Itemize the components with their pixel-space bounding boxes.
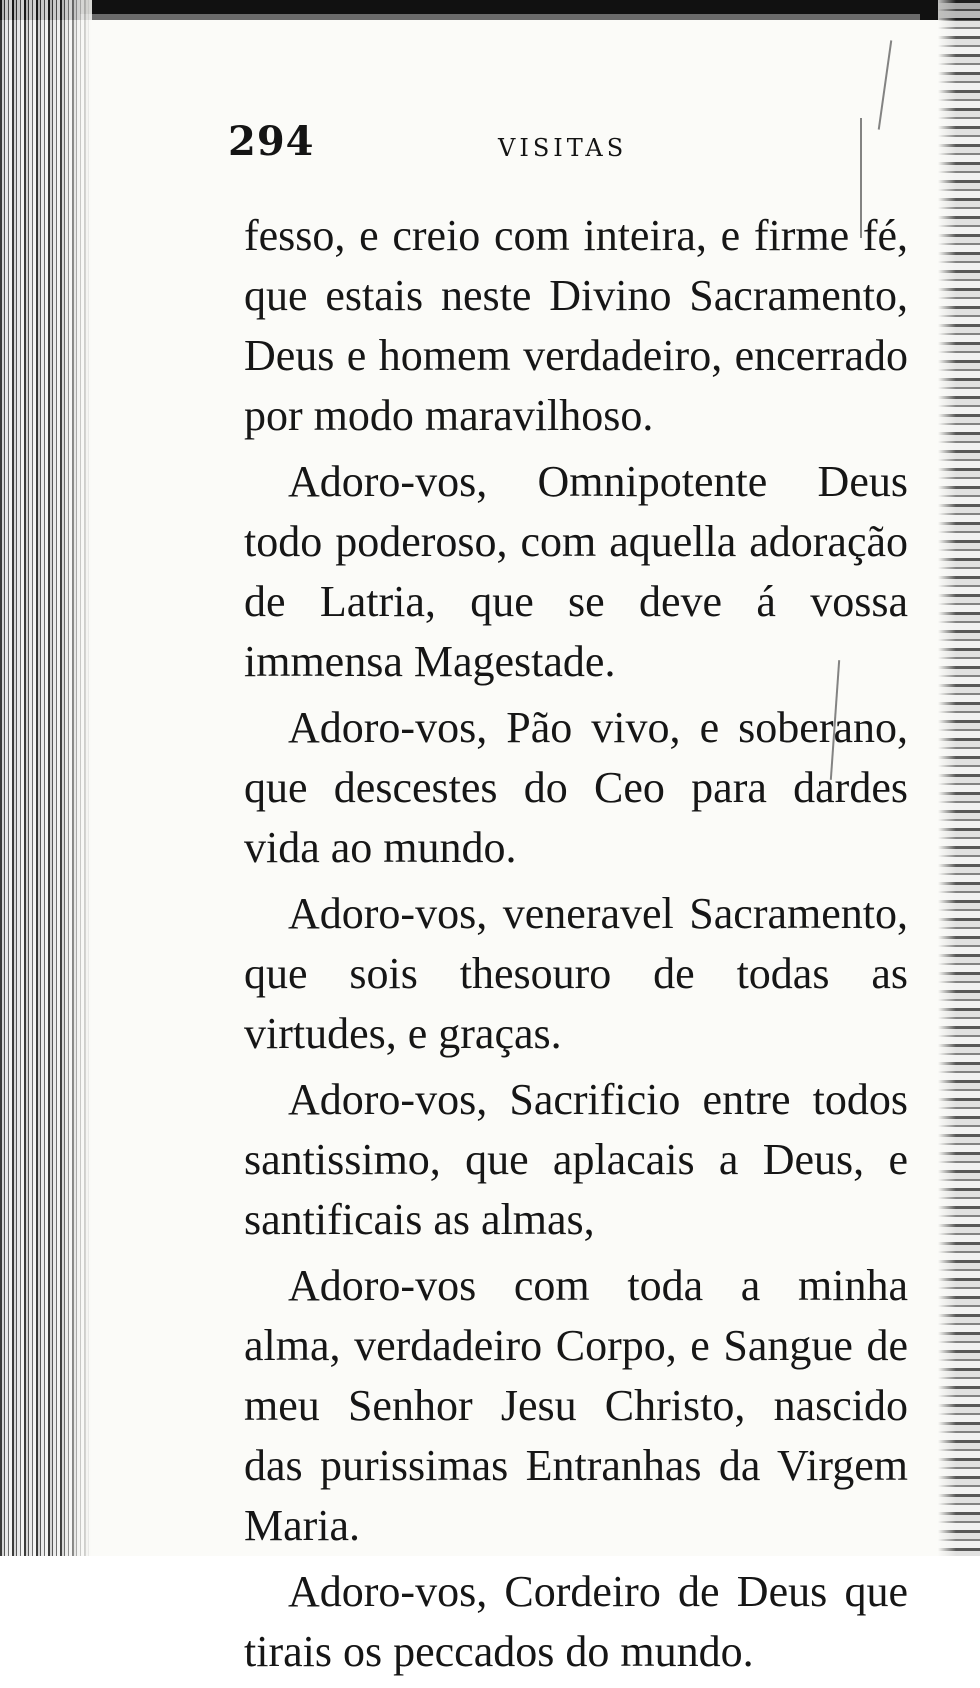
paragraph: Adoro-vos, veneravel Sacramento, que sois thesouro de todas as virtudes, e graças. bbox=[244, 889, 908, 1058]
paragraph: Adoro-vos com toda a minha alma, verdadeiro Corpo, e Sangue de meu Senhor Jesu Christo, nascido das purissimas Entranhas da Virgem Maria. bbox=[244, 1261, 908, 1550]
paragraph: fesso, e creio com inteira, e firme fé, que estais neste Divino Sacramento, Deus e homem verdadeiro, encerrado por modo maravilhoso. bbox=[244, 211, 908, 440]
stray-ink-line bbox=[878, 40, 893, 129]
scan-spine-shadow bbox=[0, 0, 92, 1556]
running-head: VISITAS bbox=[498, 134, 628, 162]
page-number: 294 bbox=[228, 118, 315, 165]
paragraph: Adoro-vos, Omnipotente Deus todo poderoso, com aquella adoração de Latria, que se deve á vossa immensa Magestade. bbox=[244, 457, 908, 686]
paragraph: Adoro-vos, Cordeiro de Deus que tirais os peccados do mundo. bbox=[244, 1567, 908, 1676]
paragraph: Adoro-vos, Pão vivo, e soberano, que descestes do Ceo para dardes vida ao mundo. bbox=[244, 703, 908, 872]
paragraph: Adoro-vos, Sacrificio entre todos santissimo, que aplacais a Deus, e santificais as almas, bbox=[244, 1075, 908, 1244]
scan-right-edge bbox=[938, 0, 980, 1556]
page-body bbox=[244, 206, 908, 1688]
page-header bbox=[228, 118, 908, 178]
scan-top-edge bbox=[0, 0, 980, 20]
